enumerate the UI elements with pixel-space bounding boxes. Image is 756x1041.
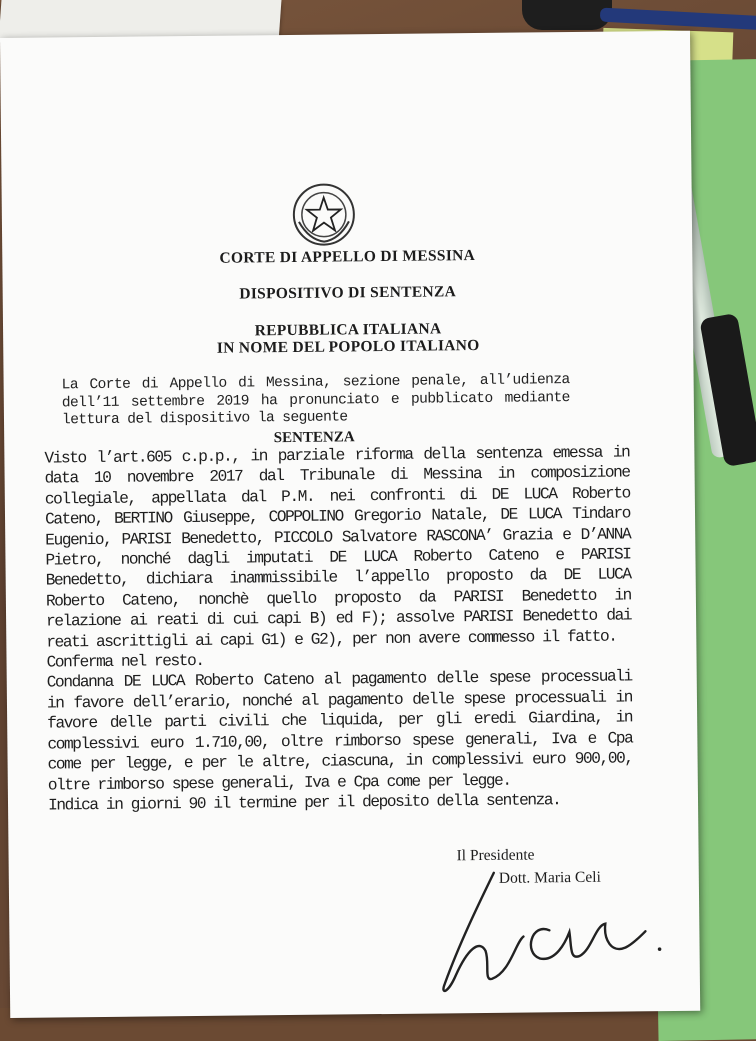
document-type: DISPOSITIVO DI SENTENZA bbox=[239, 283, 457, 303]
republic-emblem-icon bbox=[291, 181, 358, 248]
paragraph: Indica in giorni 90 il termine per il deposito della sentenza. bbox=[47, 791, 561, 815]
sentence-body bbox=[44, 442, 633, 815]
paragraph: Conferma nel resto. bbox=[46, 651, 204, 672]
people-heading: IN NOME DEL POPOLO ITALIANO bbox=[216, 336, 480, 357]
signer-role: Il Presidente bbox=[456, 846, 535, 865]
handwritten-signature bbox=[419, 861, 681, 1014]
signer-name: Dott. Maria Celi bbox=[498, 868, 601, 887]
intro-paragraph: La Corte di Appello di Messina, sezione penale, all’udienza dell’11 settembre 2019 ha pronunciato e pubblicato mediante lettura del dispositivo la seguente bbox=[61, 372, 570, 429]
paragraph: Condanna DE LUCA Roberto Cateno al pagamento delle spese processuali in favore dell’erario, nonché al pagamento delle spese processuali in favore delle parti civili che liquida, per gli eredi Giardina, in complessivi euro 1.710,00, oltre rimborso spese generali, Iva e Cpa come per legge, e per le altre, ciascuna, in complessivi euro 900,00, oltre rimborso spese generali, Iva e Cpa come per legge. bbox=[46, 667, 633, 795]
document-sheet bbox=[0, 31, 700, 1018]
sentence-title: SENTENZA bbox=[273, 429, 355, 447]
paragraph: Visto l’art.605 c.p.p., in parziale riforma della sentenza emessa in data 10 novembre 2017 dal Tribunale di Messina in composizione collegiale, appellata dal P.M. nei confronti di DE LUCA Roberto Cateno, BERTINO Giuseppe, COPPOLINO Gregorio Natale, DE LUCA Tindaro Eugenio, PARISI Benedetto, PICCOLO Salvatore RASCONA’ Grazia e D’ANNA Pietro, nonché dagli imputati DE LUCA Roberto Cateno e PARISI Benedetto, dichiara inammissibile l’appello proposto da DE LUCA Roberto Cateno, nonchè quello proposto da PARISI Benedetto in relazione ai reati di cui capi B) ed F); assolve PARISI Benedetto dai reati ascrittigli ai capi G1) e G2), per non avere commesso il fatto. bbox=[44, 443, 632, 652]
court-title: CORTE DI APPELLO DI MESSINA bbox=[219, 247, 476, 267]
republic-heading: REPUBBLICA ITALIANA bbox=[254, 320, 442, 340]
dark-object bbox=[522, 0, 612, 30]
